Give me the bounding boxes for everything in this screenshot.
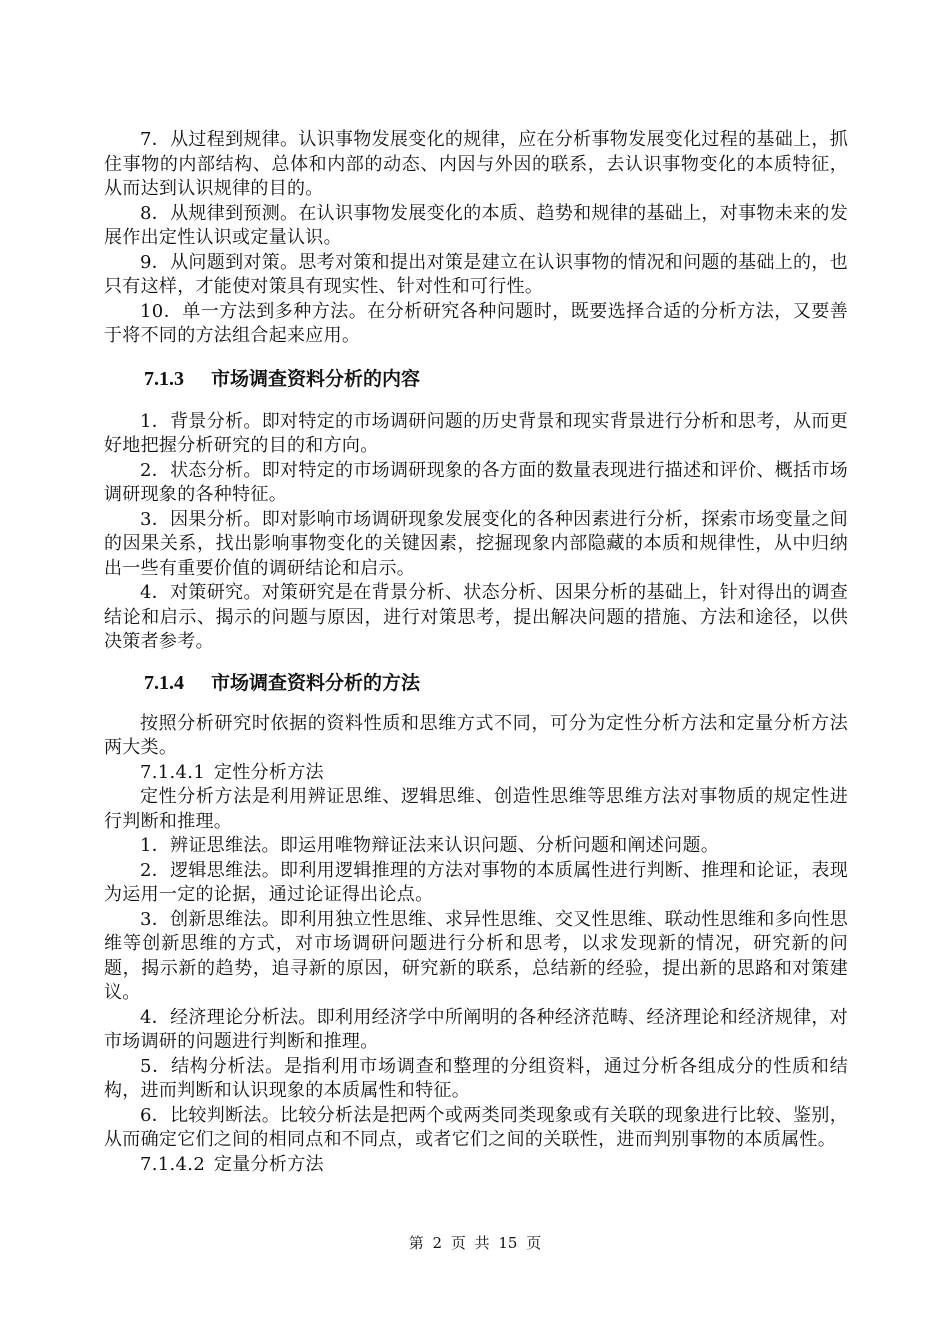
paragraph: 3．创新思维法。即利用独立性思维、求异性思维、交叉性思维、联动性思维和多向性思维等创新思维的方式，对市场调研问题进行分析和思考，以求发现新的情况，研究新的问题，揭示新的趋势，追寻新的原因，研究新的联系，总结新的经验，提出新的思路和对策建议。	[104, 908, 848, 1003]
section-heading-methods	[104, 671, 848, 695]
paragraph: 2．逻辑思维法。即利用逻辑推理的方法对事物的本质属性进行判断、推理和论证，表现为运用一定的论据，通过论证得出论点。	[104, 859, 848, 905]
subsection-number: 7.1.4.2	[140, 1153, 206, 1175]
subsection-title: 定量分析方法	[214, 1153, 324, 1175]
paragraph: 7．从过程到规律。认识事物发展变化的规律，应在分析事物发展变化过程的基础上，抓住事物的内部结构、总体和内部的动态、内因与外因的联系，去认识事物变化的本质特征，从而达到认识规律的目的。	[104, 129, 848, 199]
subsection-heading-quantitative	[104, 1153, 848, 1178]
paragraph: 按照分析研究时依据的资料性质和思维方式不同，可分为定性分析方法和定量分析方法两大类。	[104, 712, 848, 758]
subsection-number: 7.1.4.1	[140, 761, 206, 783]
paragraph: 4．经济理论分析法。即利用经济学中所阐明的各种经济范畴、经济理论和经济规律，对市场调研的问题进行判断和推理。	[104, 1006, 848, 1052]
section-number: 7.1.4	[144, 671, 184, 694]
section-heading-content	[104, 367, 848, 391]
paragraph: 10．单一方法到多种方法。在分析研究各种问题时，既要选择合适的分析方法，又要善于将不同的方法组合起来应用。	[104, 300, 848, 346]
paragraph: 8．从规律到预测。在认识事物发展变化的本质、趋势和规律的基础上，对事物未来的发展作出定性认识或定量认识。	[104, 202, 848, 248]
subsection-title: 定性分析方法	[214, 761, 324, 783]
paragraph: 2．状态分析。即对特定的市场调研现象的各方面的数量表现进行描述和评价、概括市场调研现象的各种特征。	[104, 459, 848, 505]
paragraph: 5．结构分析法。是指利用市场调查和整理的分组资料，通过分析各组成分的性质和结构，进而判断和认识现象的本质属性和特征。	[104, 1055, 848, 1101]
page-footer: 第 2 页 共 15 页	[408, 1234, 542, 1252]
paragraph: 4．对策研究。对策研究是在背景分析、状态分析、因果分析的基础上，针对得出的调查结论和启示、揭示的问题与原因，进行对策思考，提出解决问题的措施、方法和途径，以供决策者参考。	[104, 582, 848, 652]
section-number: 7.1.3	[144, 367, 184, 390]
paragraph: 1．背景分析。即对特定的市场调研问题的历史背景和现实背景进行分析和思考，从而更好地把握分析研究的目的和方向。	[104, 410, 848, 456]
paragraph: 定性分析方法是利用辨证思维、逻辑思维、创造性思维等思维方法对事物质的规定性进行判断和推理。	[104, 786, 848, 832]
paragraph: 9．从问题到对策。思考对策和提出对策是建立在认识事物的情况和问题的基础上的，也只有这样，才能使对策具有现实性、针对性和可行性。	[104, 251, 848, 297]
subsection-heading-qualitative	[104, 761, 848, 786]
section-title: 市场调查资料分析的内容	[211, 367, 421, 390]
document-body	[104, 128, 848, 1177]
paragraph: 3．因果分析。即对影响市场调研现象发展变化的各种因素进行分析，探索市场变量之间的因果关系，找出影响事物变化的关键因素，挖掘现象内部隐藏的本质和规律性，从中归纳出一些有重要价值的调研结论和启示。	[104, 508, 848, 579]
section-title: 市场调查资料分析的方法	[211, 671, 421, 694]
paragraph: 6．比较判断法。比较分析法是把两个或两类同类现象或有关联的现象进行比较、鉴别，从而确定它们之间的相同点和不同点，或者它们之间的关联性，进而判别事物的本质属性。	[104, 1104, 848, 1150]
paragraph: 1．辨证思维法。即运用唯物辩证法来认识问题、分析问题和阐述问题。	[140, 835, 720, 856]
